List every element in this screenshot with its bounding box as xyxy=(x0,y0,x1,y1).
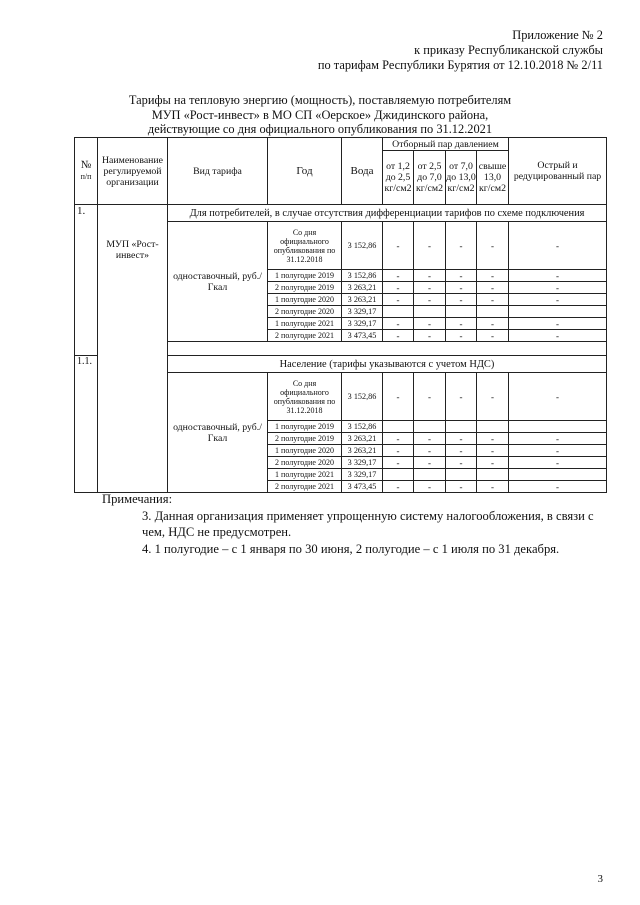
steam-1-value: - xyxy=(383,481,414,493)
steam-4-value: - xyxy=(477,457,509,469)
water-value: 3 152,86 xyxy=(342,421,383,433)
sharp-steam-value: - xyxy=(509,445,607,457)
steam-1-value: - xyxy=(383,445,414,457)
steam-2-value xyxy=(414,421,446,433)
water-value: 3 263,21 xyxy=(342,433,383,445)
steam-3-value xyxy=(446,306,477,318)
steam-3-value: - xyxy=(446,222,477,270)
steam-3-value: - xyxy=(446,330,477,342)
steam-4-value: - xyxy=(477,445,509,457)
steam-4-value xyxy=(477,421,509,433)
table-row: 1 полугодие 2021 xyxy=(268,318,342,330)
sharp-steam-value: - xyxy=(509,294,607,306)
header-line-2: к приказу Республиканской службы xyxy=(414,43,603,57)
water-value: 3 473,45 xyxy=(342,481,383,493)
title-line-3: действующие со дня официального опубликования по 31.12.2021 xyxy=(147,122,493,137)
steam-4-value: - xyxy=(477,373,509,421)
water-value: 3 263,21 xyxy=(342,445,383,457)
organization-name: МУП «Рост-инвест» xyxy=(98,205,168,493)
steam-1-value xyxy=(383,421,414,433)
table-row: 1 полугодие 2019 xyxy=(268,421,342,433)
section-1-tariff-type: одноставочный, руб./Гкал xyxy=(168,222,268,342)
title-line-2: МУП «Рост-инвест» в МО СП «Оерское» Джидинского района, xyxy=(151,107,489,122)
steam-3-value: - xyxy=(446,270,477,282)
steam-2-value: - xyxy=(414,481,446,493)
steam-3-value xyxy=(446,421,477,433)
notes-heading: Примечания: xyxy=(102,492,173,506)
header-sharp-steam: Острый и редуцированный пар xyxy=(509,138,607,205)
steam-4-value xyxy=(477,469,509,481)
steam-4-value: - xyxy=(477,270,509,282)
steam-3-value: - xyxy=(446,433,477,445)
sharp-steam-value: - xyxy=(509,457,607,469)
sharp-steam-value: - xyxy=(509,282,607,294)
table-row: Со дня официального опубликования по 31.12.2018 xyxy=(268,373,342,421)
water-value: 3 152,86 xyxy=(342,270,383,282)
steam-4-value: - xyxy=(477,222,509,270)
steam-1-value: - xyxy=(383,318,414,330)
table-row: Со дня официального опубликования по 31.12.2018 xyxy=(268,222,342,270)
section-1-title: Для потребителей, в случае отсутствия дифференциации тарифов по схеме подключения xyxy=(168,205,607,222)
water-value: 3 329,17 xyxy=(342,469,383,481)
sharp-steam-value xyxy=(509,306,607,318)
notes-block xyxy=(102,491,602,557)
table-row: 2 полугодие 2020 xyxy=(268,306,342,318)
steam-4-value: - xyxy=(477,318,509,330)
table-row: 1 полугодие 2021 xyxy=(268,469,342,481)
header-line-3: по тарифам Республики Бурятия от 12.10.2018 № 2/11 xyxy=(317,58,603,72)
table-row: 1 полугодие 2020 xyxy=(268,294,342,306)
sharp-steam-value: - xyxy=(509,270,607,282)
water-value: 3 152,86 xyxy=(342,222,383,270)
tariff-table xyxy=(74,137,607,493)
steam-1-value: - xyxy=(383,282,414,294)
steam-4-value: - xyxy=(477,294,509,306)
header-steam-2: от 2,5 до 7,0 кг/см2 xyxy=(414,151,446,205)
steam-1-value: - xyxy=(383,433,414,445)
note-4: 4. 1 полугодие – с 1 января по 30 июня, 2 полугодие – с 1 июля по 31 декабря. xyxy=(142,541,560,556)
steam-3-value: - xyxy=(446,481,477,493)
steam-3-value: - xyxy=(446,282,477,294)
water-value: 3 263,21 xyxy=(342,282,383,294)
header-steam-group: Отборный пар давлением xyxy=(383,138,509,151)
section-2-title: Население (тарифы указываются с учетом НДС) xyxy=(168,356,607,373)
steam-2-value xyxy=(414,306,446,318)
header-tariff-type: Вид тарифа xyxy=(168,138,268,205)
water-value: 3 152,86 xyxy=(342,373,383,421)
steam-4-value: - xyxy=(477,330,509,342)
water-value: 3 329,17 xyxy=(342,306,383,318)
steam-1-value: - xyxy=(383,330,414,342)
sharp-steam-value: - xyxy=(509,373,607,421)
steam-3-value: - xyxy=(446,457,477,469)
steam-2-value: - xyxy=(414,457,446,469)
header-line-1: Приложение № 2 xyxy=(512,28,603,42)
table-row: 2 полугодие 2019 xyxy=(268,282,342,294)
steam-2-value: - xyxy=(414,282,446,294)
sharp-steam-value: - xyxy=(509,433,607,445)
header-year: Год xyxy=(268,138,342,205)
steam-2-value: - xyxy=(414,433,446,445)
header-steam-1: от 1,2 до 2,5 кг/см2 xyxy=(383,151,414,205)
steam-4-value: - xyxy=(477,433,509,445)
steam-1-value: - xyxy=(383,222,414,270)
document-header xyxy=(318,28,603,73)
steam-1-value: - xyxy=(383,457,414,469)
spacer-row xyxy=(168,342,607,356)
steam-2-value: - xyxy=(414,222,446,270)
title-line-1: Тарифы на тепловую энергию (мощность), поставляемую потребителям xyxy=(128,93,512,107)
header-steam-3: от 7,0 до 13,0 кг/см2 xyxy=(446,151,477,205)
steam-3-value: - xyxy=(446,445,477,457)
water-value: 3 329,17 xyxy=(342,318,383,330)
table-row: 1 полугодие 2020 xyxy=(268,445,342,457)
sharp-steam-value: - xyxy=(509,222,607,270)
header-number-symbol: № xyxy=(80,159,92,171)
steam-1-value: - xyxy=(383,270,414,282)
header-organization: Наименование регулируемой организации xyxy=(98,138,168,205)
header-water: Вода xyxy=(342,138,383,205)
steam-4-value: - xyxy=(477,282,509,294)
header-number-label: п/п xyxy=(80,172,92,181)
sharp-steam-value: - xyxy=(509,330,607,342)
section-1-number: 1. xyxy=(75,205,98,356)
sharp-steam-value xyxy=(509,469,607,481)
steam-3-value: - xyxy=(446,373,477,421)
steam-2-value: - xyxy=(414,373,446,421)
document-title xyxy=(0,93,640,137)
header-number xyxy=(75,138,98,205)
header-steam-4: свыше 13,0 кг/см2 xyxy=(477,151,509,205)
steam-4-value: - xyxy=(477,481,509,493)
steam-1-value: - xyxy=(383,373,414,421)
note-3: 3. Данная организация применяет упрощенную систему налогообложения, в связи с чем, НДС не предусмотрен. xyxy=(142,508,594,539)
water-value: 3 263,21 xyxy=(342,294,383,306)
steam-2-value: - xyxy=(414,270,446,282)
steam-1-value xyxy=(383,469,414,481)
table-row: 2 полугодие 2019 xyxy=(268,433,342,445)
section-2-number: 1.1. xyxy=(75,356,98,493)
table-row: 2 полугодие 2021 xyxy=(268,481,342,493)
steam-1-value xyxy=(383,306,414,318)
steam-2-value: - xyxy=(414,330,446,342)
table-row: 1 полугодие 2019 xyxy=(268,270,342,282)
steam-2-value xyxy=(414,469,446,481)
steam-3-value: - xyxy=(446,318,477,330)
steam-2-value: - xyxy=(414,445,446,457)
steam-1-value: - xyxy=(383,294,414,306)
water-value: 3 473,45 xyxy=(342,330,383,342)
sharp-steam-value xyxy=(509,421,607,433)
water-value: 3 329,17 xyxy=(342,457,383,469)
page-number: 3 xyxy=(597,873,603,885)
steam-2-value: - xyxy=(414,318,446,330)
steam-4-value xyxy=(477,306,509,318)
sharp-steam-value: - xyxy=(509,318,607,330)
sharp-steam-value: - xyxy=(509,481,607,493)
steam-3-value xyxy=(446,469,477,481)
section-2-tariff-type: одноставочный, руб./Гкал xyxy=(168,373,268,493)
steam-2-value: - xyxy=(414,294,446,306)
table-row: 2 полугодие 2020 xyxy=(268,457,342,469)
steam-3-value: - xyxy=(446,294,477,306)
table-row: 2 полугодие 2021 xyxy=(268,330,342,342)
